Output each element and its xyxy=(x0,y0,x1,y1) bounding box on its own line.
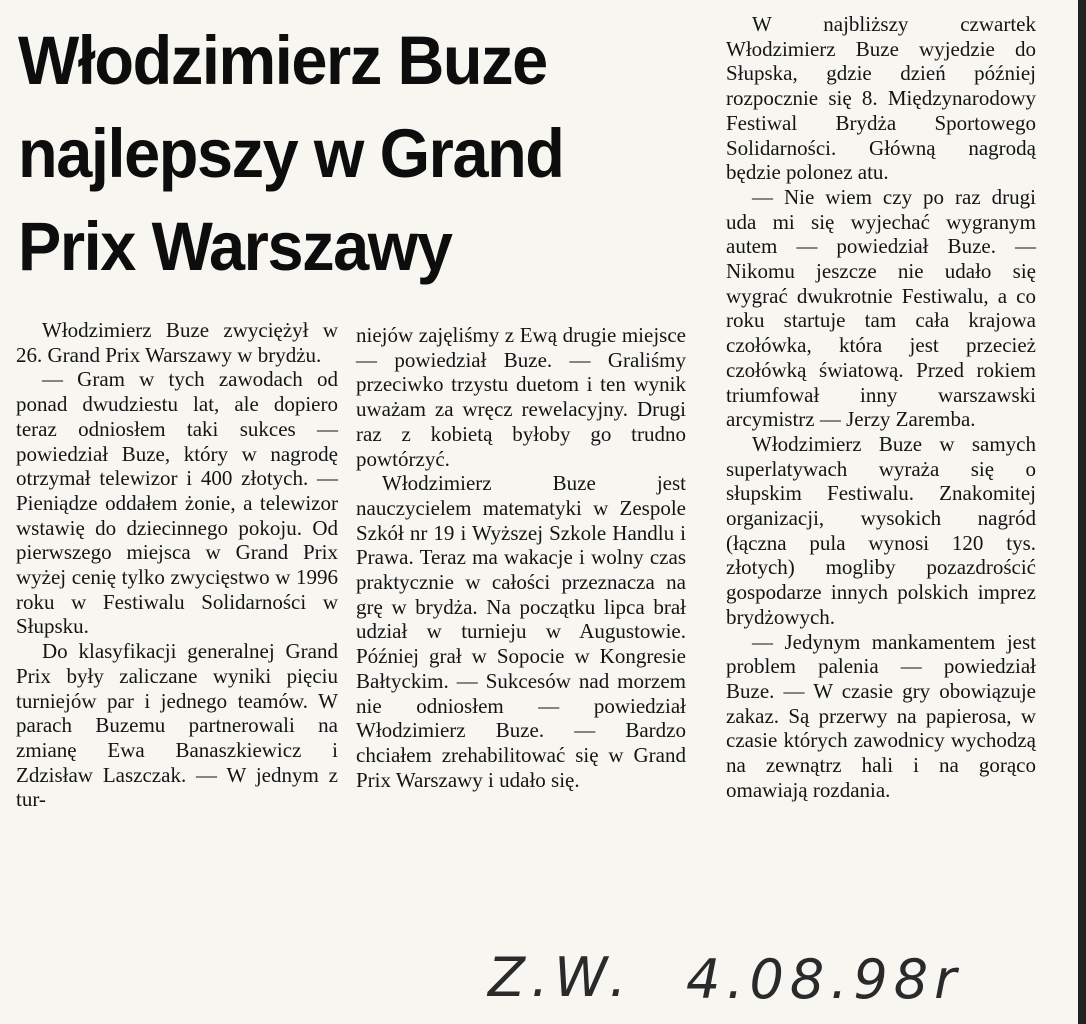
paragraph: niejów zajęliśmy z Ewą drugie miejsce — powiedział Buze. — Graliśmy przeciwko trzystu duetom i ten wynik uważam za wręcz rewelacyjny. Drugi raz z kobietą byłoby go trudno powtórzyć. xyxy=(356,323,686,471)
handwritten-source: Z.W. xyxy=(488,946,633,1009)
paragraph: — Gram w tych zawodach od ponad dwudziestu lat, ale dopiero teraz odniosłem taki sukces — powiedział Buze, który w nagrodę otrzymał telewizor i 400 złotych. — Pieniądze oddałem żonie, a telewizor wstawię do dziecinnego pokoju. Od pierwszego miejsca w Grand Prix wyżej cenię tylko zwycięstwo w 1996 roku w Festiwalu Solidarności w Słupsku. xyxy=(16,367,338,639)
paragraph: W najbliższy czwartek Włodzimierz Buze wyjedzie do Słupska, gdzie dzień później rozpocznie się 8. Międzynarodowy Festiwal Brydża Sportowego Solidarności. Główną nagrodą będzie polonez atu. xyxy=(726,12,1036,185)
paragraph: — Nie wiem czy po raz drugi uda mi się wyjechać wygranym autem — powiedział Buze. — Nikomu jeszcze nie udało się wygrać dwukrotnie Festiwalu, a co roku startuje tam cała krajowa czołówka, która jest przecież czołówką światową. Przed rokiem triumfował inny warszawski arcymistrz — Jerzy Zaremba. xyxy=(726,184,1036,432)
paragraph: Włodzimierz Buze w samych superlatywach wyraża się o słupskim Festiwalu. Znakomitej organizacji, wysokich nagród (łączna pula wynosi 120 tys. złotych) mogliby pozazdrościć gospodarze innych polskich imprez brydżowych. xyxy=(726,431,1036,629)
scan-edge xyxy=(1078,0,1086,1024)
headline-line-1: Włodzimierz Buze xyxy=(18,22,547,99)
handwritten-date: 4.08.98r xyxy=(686,948,963,1011)
paragraph: Do klasyfikacji generalnej Grand Prix były zaliczane wyniki pięciu turniejów par i jednego teamów. W parach Buzemu partnerowali na zmianę Ewa Banaszkiewicz i Zdzisław Laszczak. — W jednym z tur- xyxy=(16,639,338,812)
article-column-1 xyxy=(16,318,338,812)
article-column-3 xyxy=(726,12,1036,803)
headline xyxy=(18,14,657,293)
paragraph: Włodzimierz Buze jest nauczycielem matematyki w Zespole Szkół nr 19 i Wyższej Szkole Handlu i Prawa. Teraz ma wakacje i wolny czas praktycznie w całości przeznacza na grę w brydża. Na początku lipca brał udział w turnieju w Augustowie. Później grał w Sopocie w Kongresie Bałtyckim. — Sukcesów nad morzem nie odniosłem — powiedział Włodzimierz Buze. — Bardzo chciałem zrehabilitować się w Grand Prix Warszawy i udało się. xyxy=(356,471,686,792)
headline-line-3: Prix Warszawy xyxy=(18,208,452,285)
paragraph: Włodzimierz Buze zwyciężył w 26. Grand Prix Warszawy w brydżu. xyxy=(16,318,338,367)
article-column-2 xyxy=(356,323,686,792)
headline-line-2: najlepszy w Grand xyxy=(18,115,564,192)
paragraph: — Jedynym mankamentem jest problem palenia — powiedział Buze. — W czasie gry obowiązuje zakaz. Są przerwy na papierosa, w czasie których zawodnicy wychodzą na zewnątrz hali i na gorąco omawiają rozdania. xyxy=(726,629,1036,802)
